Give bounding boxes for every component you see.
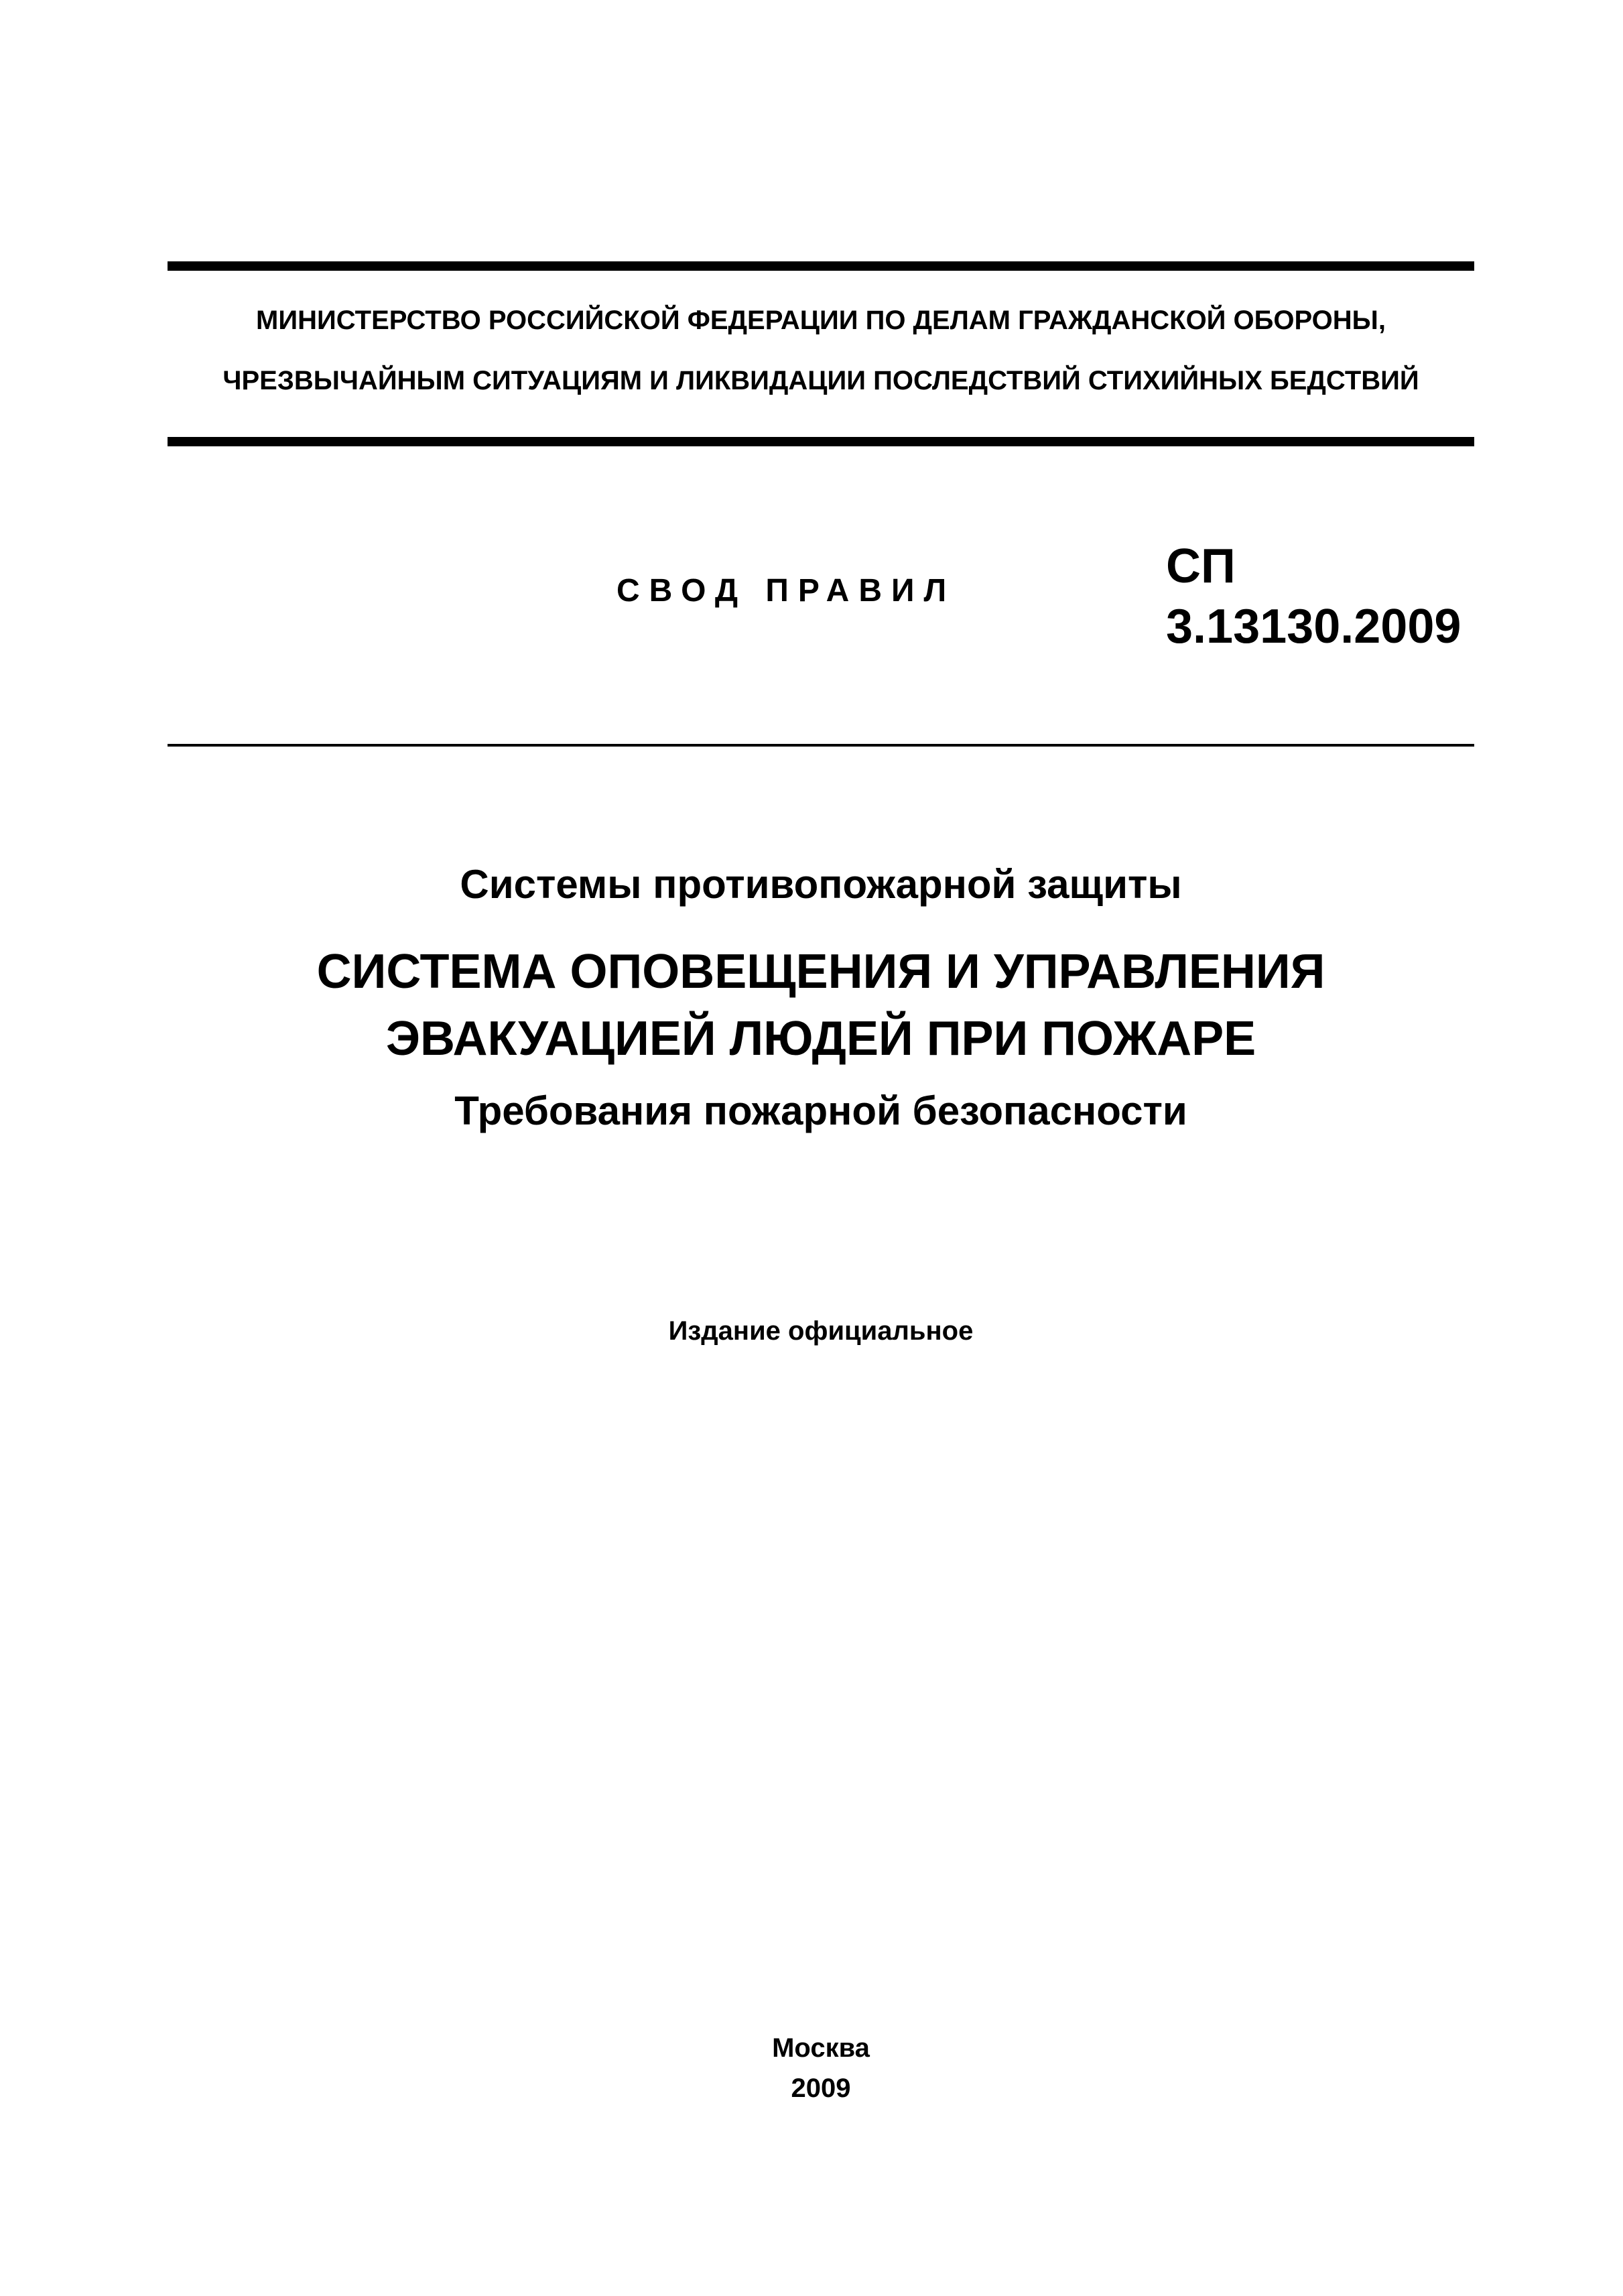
imprint-year: 2009 xyxy=(791,2074,851,2103)
doc-type-label: СВОД ПРАВИЛ xyxy=(616,573,956,609)
thin-divider-rule xyxy=(168,744,1474,747)
doc-code-number: 3.13130.2009 xyxy=(1166,600,1462,653)
top-thick-rule xyxy=(168,261,1474,271)
main-title-line-2: ЭВАКУАЦИЕЙ ЛЮДЕЙ ПРИ ПОЖАРЕ xyxy=(385,1012,1256,1066)
imprint-city: Москва xyxy=(772,2033,870,2063)
doc-code xyxy=(1166,536,1461,657)
document-main-title xyxy=(168,938,1474,1072)
header-bottom-thick-rule xyxy=(168,437,1474,446)
edition-label: Издание официальное xyxy=(668,1316,974,1346)
main-title-line-1: СИСТЕМА ОПОВЕЩЕНИЯ И УПРАВЛЕНИЯ xyxy=(316,945,1325,999)
ministry-line-1: МИНИСТЕРСТВО РОССИЙСКОЙ ФЕДЕРАЦИИ ПО ДЕЛАМ ГРАЖДАНСКОЙ ОБОРОНЫ, xyxy=(256,306,1386,335)
document-subtitle-top: Системы противопожарной защиты xyxy=(460,862,1182,907)
ministry-line-2: ЧРЕЗВЫЧАЙНЫМ СИТУАЦИЯМ И ЛИКВИДАЦИИ ПОСЛЕДСТВИЙ СТИХИЙНЫХ БЕДСТВИЙ xyxy=(222,366,1419,395)
document-subtitle-bottom: Требования пожарной безопасности xyxy=(454,1088,1187,1133)
doc-code-prefix: СП xyxy=(1166,539,1236,593)
